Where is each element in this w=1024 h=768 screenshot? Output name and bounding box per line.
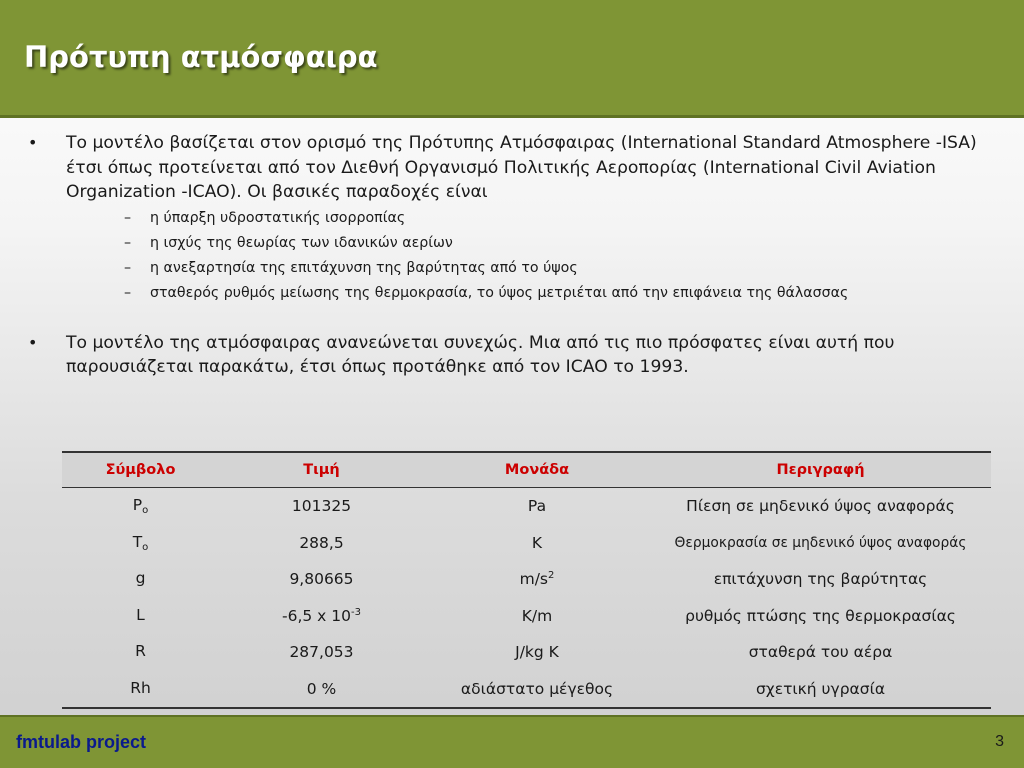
cell-symbol: [62, 488, 219, 525]
symbol-text: R: [135, 642, 146, 661]
dash-icon: –: [124, 284, 132, 301]
page-number: 3: [995, 733, 1004, 750]
value-text: 0 %: [306, 679, 337, 698]
cell-value: [219, 598, 424, 635]
cell-unit: [424, 634, 650, 671]
value-text: -6,5 x 10: [282, 606, 351, 625]
symbol-text: P: [132, 496, 143, 515]
symbol-subscript: o: [142, 541, 149, 553]
table-row: [62, 634, 991, 671]
cell-value: [219, 634, 424, 671]
value-text: 9,80665: [289, 570, 354, 589]
sub-item: [66, 281, 996, 306]
value-text: 287,053: [289, 643, 354, 662]
cell-symbol: [62, 634, 219, 671]
unit-text: αδιάστατο μέγεθος: [460, 679, 614, 698]
unit-text: K/m: [521, 606, 553, 625]
cell-unit: [424, 525, 650, 562]
bullet-item: [26, 131, 996, 306]
cell-symbol: [62, 561, 219, 598]
table-row: [62, 671, 991, 709]
cell-description: Πίεση σε μηδενικό ύψος αναφοράς: [686, 497, 955, 516]
cell-value: [219, 561, 424, 598]
cell-description: σταθερά του αέρα: [748, 643, 893, 662]
sub-item: [66, 256, 996, 281]
symbol-text: g: [135, 569, 146, 588]
cell-description: σχετική υγρασία: [650, 671, 991, 709]
column-header-value: Τιμή: [219, 452, 424, 488]
sub-item-text: η ισχύς της θεωρίας των ιδανικών αερίων: [150, 234, 453, 251]
symbol-subscript: o: [142, 505, 149, 517]
sub-list: [66, 206, 996, 306]
dash-icon: –: [124, 234, 132, 251]
dash-icon: –: [124, 209, 132, 226]
cell-unit: [424, 488, 650, 525]
table-row: [62, 488, 991, 525]
cell-symbol: [62, 525, 219, 562]
cell-description: ρυθμός πτώσης της θερμοκρασίας: [685, 606, 956, 625]
symbol-text: Rh: [130, 678, 151, 697]
cell-symbol: [62, 671, 219, 709]
value-text: 101325: [291, 497, 352, 516]
bullet-text: Το μοντέλο της ατμόσφαιρας ανανεώνεται συνεχώς. Μια από τις πιο πρόσφατες είναι αυτή που παρουσιάζεται παρακάτω, έτσι όπως προτάθηκε από τον ICAO το 1993.: [66, 332, 895, 377]
column-header-unit: Μονάδα: [424, 452, 650, 488]
slide-header: [0, 0, 1024, 118]
bullet-icon: •: [28, 332, 38, 352]
cell-unit: [424, 598, 650, 635]
symbol-text: L: [136, 605, 145, 624]
slide-title: Πρότυπη ατμόσφαιρα: [24, 40, 378, 74]
cell-value: [219, 488, 424, 525]
cell-unit: [424, 561, 650, 598]
unit-text: J/kg K: [515, 643, 559, 662]
sub-item-text: η ύπαρξη υδροστατικής ισορροπίας: [150, 209, 406, 226]
unit-text: m/s: [519, 570, 549, 589]
cell-description: επιτάχυνση της βαρύτητας: [713, 570, 928, 589]
bullet-text: Το μοντέλο βασίζεται στον ορισμό της Πρότυπης Ατμόσφαιρας (International Standard Atmosphere -ISA) έτσι όπως προτείνεται από τον Διεθνή Οργανισμό Πολιτικής Αεροπορίας (International Civil Aviation Organization -ICAO). Οι βασικές παραδοχές είναι: [66, 133, 977, 202]
cell-symbol: [62, 598, 219, 635]
dash-icon: –: [124, 259, 132, 276]
slide-footer: [0, 715, 1024, 768]
slide-content: [26, 131, 996, 380]
symbol-text: T: [132, 532, 143, 551]
bullet-icon: •: [28, 133, 38, 152]
cell-description: Θερμοκρασία σε μηδενικό ύψος αναφοράς: [674, 534, 967, 551]
parameters-table: [62, 451, 991, 709]
table-row: [62, 598, 991, 635]
column-header-description: Περιγραφή: [650, 452, 991, 488]
sub-item: [66, 206, 996, 231]
table-row: [62, 525, 991, 562]
cell-value: [219, 671, 424, 709]
unit-text: Pa: [527, 497, 547, 516]
bullet-item: [26, 331, 996, 380]
value-superscript: -3: [351, 606, 361, 618]
unit-superscript: 2: [548, 570, 555, 582]
unit-text: K: [531, 533, 543, 552]
sub-item: [66, 231, 996, 256]
sub-item-text: η ανεξαρτησία της επιτάχυνση της βαρύτητας από το ύψος: [150, 259, 578, 276]
table-row: [62, 561, 991, 598]
column-header-symbol: Σύμβολο: [62, 452, 219, 488]
cell-value: [219, 525, 424, 562]
cell-unit: [424, 671, 650, 709]
value-text: 288,5: [299, 533, 344, 552]
footer-project-name: fmtulab project: [16, 732, 147, 752]
table-header-row: [62, 452, 991, 488]
sub-item-text: σταθερός ρυθμός μείωσης της θερμοκρασία, το ύψος μετριέται από την επιφάνεια της θάλασσας: [150, 284, 849, 301]
